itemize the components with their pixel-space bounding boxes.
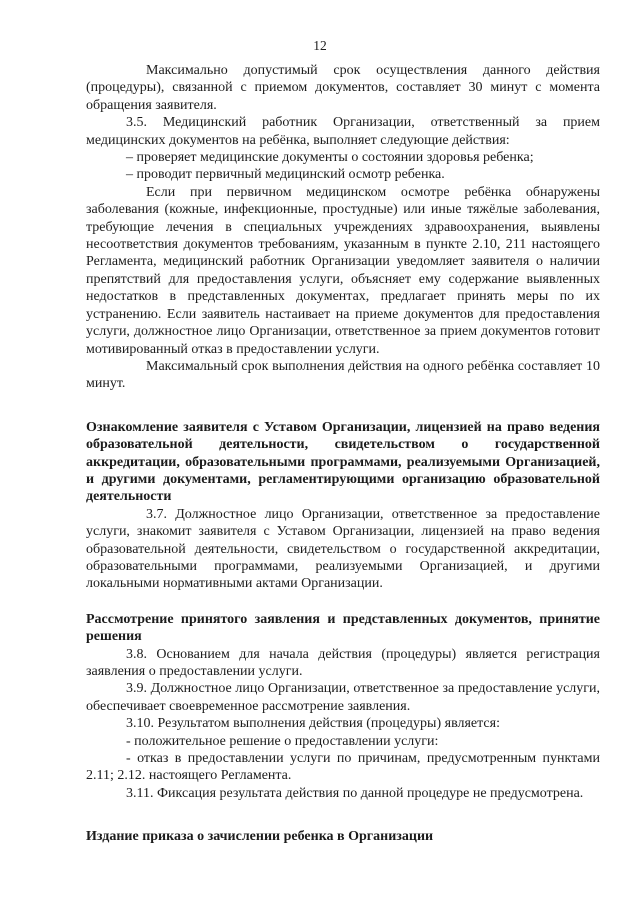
list-item-medical-exam: – проводит первичный медицинский осмотр ребенка.	[126, 167, 445, 183]
paragraph-time-limit: Максимально допустимый срок осуществления данного действия (процедуры), связанной с приемом документов, составляет 30 минут с момента обращения заявителя.	[86, 63, 600, 113]
list-item-check-documents: – проверяет медицинские документы о состоянии здоровья ребенка;	[126, 150, 534, 166]
document-body	[86, 62, 600, 846]
list-item-positive-decision: - положительное решение о предоставлении услуги:	[126, 733, 439, 749]
paragraph-3-7: 3.7. Должностное лицо Организации, ответственное за предоставление услуги, знакомит заявителя с Уставом Организации, лицензией на право ведения образовательной деятельности, свидетельством о государственной аккредитации, образовательными программами, реализуемыми Организацией, и другими локальными нормативными актами Организации.	[86, 506, 600, 592]
paragraph-max-time: Максимальный срок выполнения действия на одного ребёнка составляет 10 минут.	[86, 358, 600, 392]
page-number: 12	[313, 38, 327, 53]
paragraph-3-10: 3.10. Результатом выполнения действия (процедуры) является:	[126, 716, 500, 732]
section-heading-familiarization: Ознакомление заявителя с Уставом Организации, лицензией на право ведения образовательной деятельности, свидетельством о государственной аккредитации, образовательными программами, реализуемыми Организацией, и другими документами, регламентирующими организацию образовательной деятельности	[86, 419, 600, 505]
paragraph-3-11: 3.11. Фиксация результата действия по данной процедуре не предусмотрена.	[126, 785, 584, 801]
list-item-refusal: - отказ в предоставлении услуги по причинам, предусмотренным пунктами 2.11; 2.12. настоящего Регламента.	[86, 751, 600, 784]
paragraph-3-8: 3.8. Основанием для начала действия (процедуры) является регистрация заявления о предоставлении услуги.	[86, 646, 600, 679]
section-heading-enrollment-order: Издание приказа о зачислении ребенка в Организации	[86, 829, 434, 845]
paragraph-3-9: 3.9. Должностное лицо Организации, ответственное за предоставление услуги, обеспечивает своевременное рассмотрение заявления.	[86, 681, 600, 714]
section-heading-review: Рассмотрение принятого заявления и представленных документов, принятие решения	[86, 611, 600, 645]
paragraph-3-5: 3.5. Медицинский работник Организации, ответственный за прием медицинских документов на ребёнка, выполняет следующие действия:	[86, 115, 600, 148]
paragraph-refusal-conditions: Если при первичном медицинском осмотре ребёнка обнаружены заболевания (кожные, инфекционные, простудные) или иные тяжёлые заболевания, требующие лечения в специальных учреждениях здравоохранения, выявлены несоответствия документов требованиям, указанным в пункте 2.10, 211 настоящего Регламента, медицинский работник Организации уведомляет заявителя о наличии препятствий для предоставления услуги, объясняет ему содержание выявленных недостатков в представленных документах, предлагает принять меры по их устранению. Если заявитель настаивает на приеме документов для предоставления услуги, должностное лицо Организации, ответственное за прием документов готовит мотивированный отказ в предоставлении услуги.	[86, 184, 600, 357]
